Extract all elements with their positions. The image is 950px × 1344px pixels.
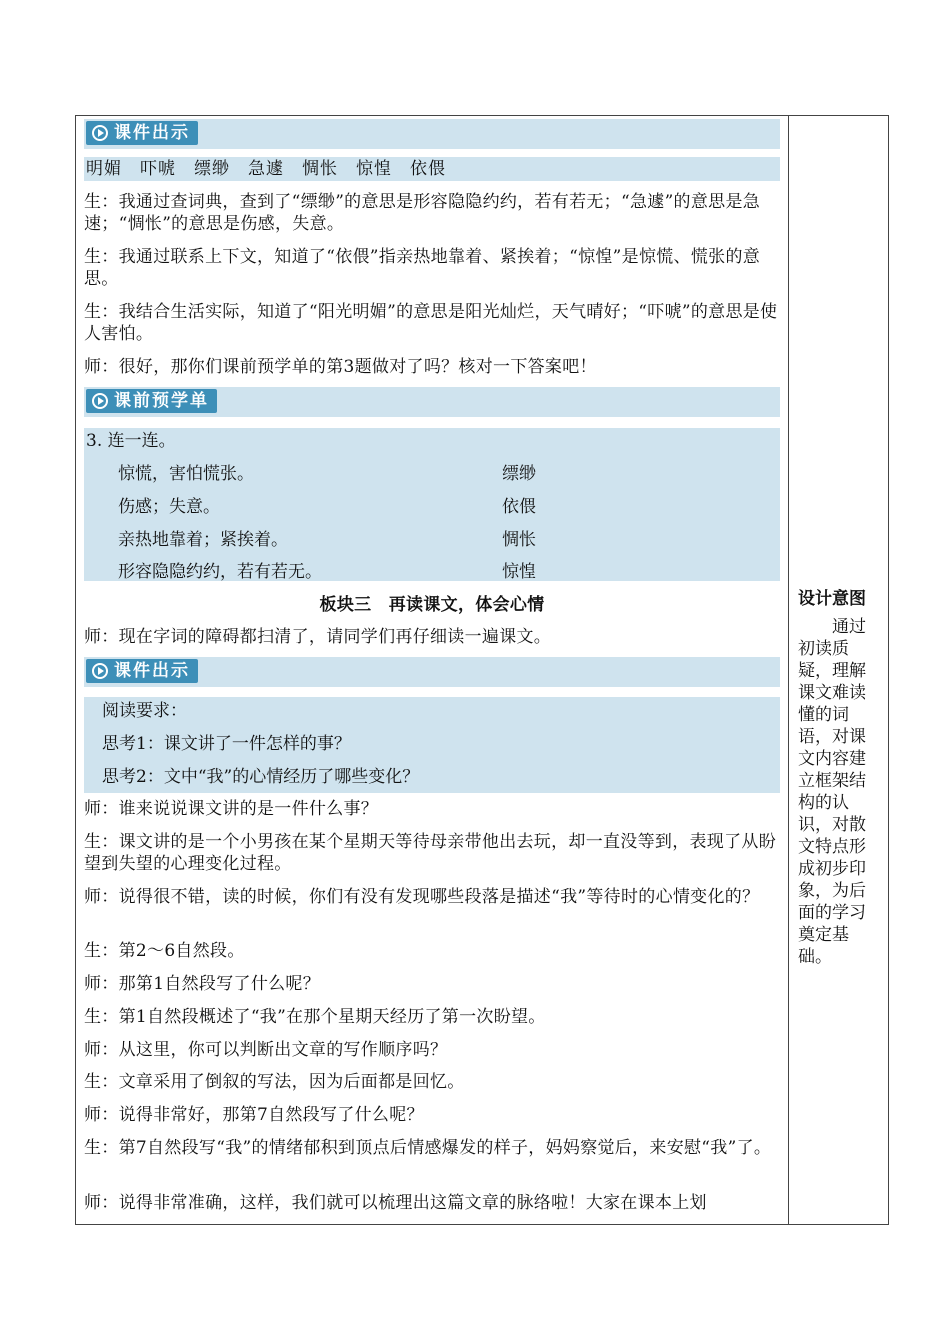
vocab-list: 明媚 吓唬 缥缈 急遽 惆怅 惊惶 依偎 bbox=[86, 159, 446, 179]
play-icon bbox=[92, 663, 108, 679]
reading-requirements bbox=[84, 697, 780, 793]
courseware-badge-2 bbox=[86, 659, 198, 683]
design-intent-title: 设计意图 bbox=[798, 589, 866, 609]
match-right-1: 缥缈 bbox=[502, 464, 536, 484]
preview-sheet-badge bbox=[86, 389, 217, 413]
section-title: 板块三 再读课文，体会心情 bbox=[319, 595, 545, 615]
reading-question-1: 思考1：课文讲了一件怎样的事？ bbox=[102, 734, 351, 754]
courseware-badge-1 bbox=[86, 121, 198, 145]
student-line-8: 生：第7自然段写“我”的情绪郁积到顶点后情感爆发的样子，妈妈察觉后，来安慰“我”了。 bbox=[84, 1138, 772, 1158]
teacher-line-4: 师：说得很不错，读的时候，你们有没有发现哪些段落是描述“我”等待时的心情变化的？ bbox=[84, 887, 760, 907]
courseware-label-1: 课件出示 bbox=[114, 123, 190, 143]
student-line-6: 生：第1自然段概述了“我”在那个星期天经历了第一次盼望。 bbox=[84, 1007, 546, 1027]
student-line-4: 生：课文讲的是一个小男孩在某个星期天等待母亲带他出去玩，却一直没等到，表现了从盼望到失望的心理变化过程。 bbox=[84, 832, 776, 874]
matching-exercise bbox=[84, 428, 780, 581]
reading-title: 阅读要求： bbox=[102, 701, 187, 721]
column-divider bbox=[788, 116, 789, 1224]
match-right-3: 惆怅 bbox=[502, 530, 536, 550]
vocab-band bbox=[84, 157, 780, 181]
preview-sheet-header bbox=[84, 387, 780, 417]
match-left-2: 伤感；失意。 bbox=[118, 497, 220, 517]
matching-title: 3. 连一连。 bbox=[86, 431, 176, 451]
teacher-line-2: 师：现在字词的障碍都扫清了，请同学们再仔细读一遍课文。 bbox=[84, 627, 552, 647]
match-left-4: 形容隐隐约约，若有若无。 bbox=[118, 562, 322, 582]
courseware-header-1 bbox=[84, 119, 780, 149]
main-column bbox=[84, 116, 780, 1224]
design-intent-text: 通过初读质疑，理解课文难读懂的词语，对课文内容建立框架结构的认识，对散文特点形成初步印象，为后面的学习奠定基础。 bbox=[798, 617, 866, 967]
student-line-7: 生：文章采用了倒叙的写法，因为后面都是回忆。 bbox=[84, 1072, 465, 1092]
play-icon bbox=[92, 393, 108, 409]
courseware-label-2: 课件出示 bbox=[114, 661, 190, 681]
student-line-2: 生：我通过联系上下文，知道了“依偎”指亲热地靠着、紧挨着；“惊惶”是惊慌、慌张的意思。 bbox=[84, 247, 761, 289]
lesson-table bbox=[75, 115, 889, 1225]
preview-sheet-label: 课前预学单 bbox=[114, 391, 209, 411]
teacher-line-5: 师：那第1自然段写了什么呢？ bbox=[84, 974, 321, 994]
courseware-header-2 bbox=[84, 657, 780, 687]
teacher-line-7: 师：说得非常好，那第7自然段写了什么呢？ bbox=[84, 1105, 424, 1125]
teacher-line-8: 师：说得非常准确，这样，我们就可以梳理出这篇文章的脉络啦！大家在课本上划 bbox=[84, 1193, 707, 1213]
side-column bbox=[796, 116, 884, 1224]
teacher-line-3: 师：谁来说说课文讲的是一件什么事？ bbox=[84, 799, 379, 819]
student-line-5: 生：第2～6自然段。 bbox=[84, 941, 245, 961]
reading-question-2: 思考2：文中“我”的心情经历了哪些变化？ bbox=[102, 767, 420, 787]
match-right-4: 惊惶 bbox=[502, 562, 536, 582]
match-left-3: 亲热地靠着；紧挨着。 bbox=[118, 530, 288, 550]
teacher-line-6: 师：从这里，你可以判断出文章的写作顺序吗？ bbox=[84, 1040, 448, 1060]
play-icon bbox=[92, 125, 108, 141]
teacher-line-1: 师：很好，那你们课前预学单的第3题做对了吗？核对一下答案吧！ bbox=[84, 357, 597, 377]
student-line-1: 生：我通过查词典，查到了“缥缈”的意思是形容隐隐约约，若有若无；“急遽”的意思是急速；“惆怅”的意思是伤感，失意。 bbox=[84, 192, 761, 234]
match-left-1: 惊慌，害怕慌张。 bbox=[118, 464, 254, 484]
match-right-2: 依偎 bbox=[502, 497, 536, 517]
student-line-3: 生：我结合生活实际，知道了“阳光明媚”的意思是阳光灿烂，天气晴好；“吓唬”的意思是使人害怕。 bbox=[84, 302, 778, 344]
